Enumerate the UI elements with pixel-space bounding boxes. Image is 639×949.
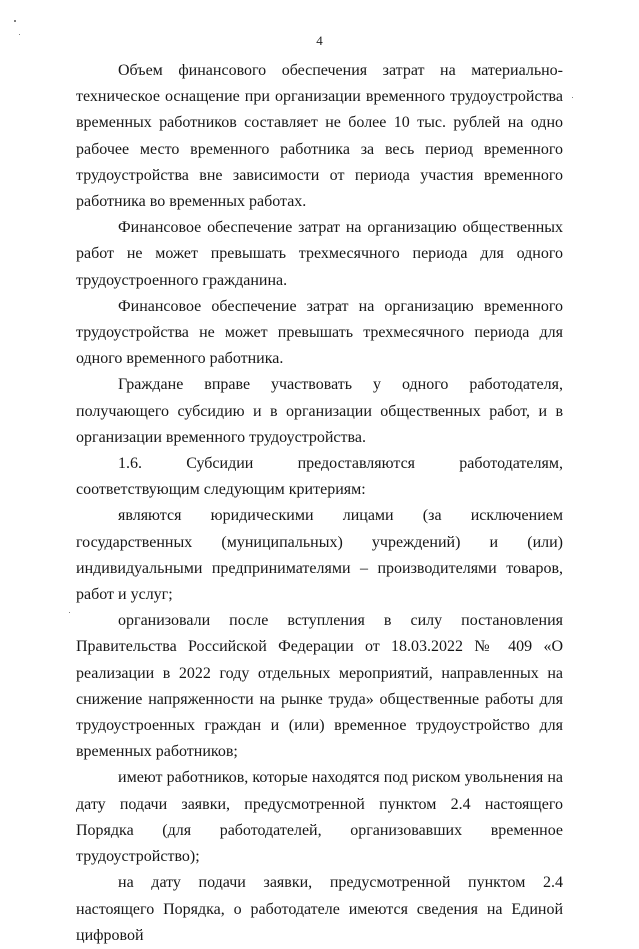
page-number: 4	[316, 33, 323, 48]
paragraph-equipment-funding: Объем финансового обеспечения затрат на материально-техническое оснащение при организации временного трудоустройства временных работников составляет не более 10 тыс. рублей на одно рабочее место временного работника за весь период временного трудоустройства вне зависимости от периода участия временного работника во временных работах.	[76, 62, 563, 211]
criterion-digital-platform: на дату подачи заявки, предусмотренной пунктом 2.4 настоящего Порядка, о работодателе имеются сведения на Единой цифровой	[76, 874, 563, 944]
criterion-legal-entities: являются юридическими лицами (за исключением государственных (муниципальных) учреждений) и (или) индивидуальными предпринимателями – производителями товаров, работ и услуг;	[76, 507, 563, 604]
paragraph-temporary-employment-limit: Финансовое обеспечение затрат на организацию временного трудоустройства не может превышать трехмесячного периода для одного временного работника.	[76, 297, 563, 368]
paragraph-public-works-limit: Финансовое обеспечение затрат на организацию общественных работ не может превышать трехмесячного периода для одного трудоустроенного гражданина.	[76, 219, 563, 289]
paragraph-section-1-6: 1.6. Субсидии предоставляются работодателям, соответствующим следующим критериям:	[76, 455, 563, 499]
scan-speck	[69, 612, 70, 613]
criterion-organized-works: организовали после вступления в силу постановления Правительства Российской Федерации от 18.03.2022 № 409 «О реализации в 2022 году отдельных мероприятий, направленных на снижение напряженности на рынке труда» общественные работы для трудоустроенных граждан и (или) временное трудоустройство для временных работников;	[76, 612, 563, 761]
document-body	[76, 58, 563, 949]
paragraph-citizens-participation: Граждане вправе участвовать у одного работодателя, получающего субсидию и в организации общественных работ, и в организации временного трудоустройства.	[76, 376, 563, 446]
scan-speck	[572, 97, 573, 98]
criterion-dismissal-risk: имеют работников, которые находятся под риском увольнения на дату подачи заявки, предусмотренной пунктом 2.4 настоящего Порядка (для работодателей, организовавших временное трудоустройство);	[76, 769, 563, 866]
scan-speck	[14, 20, 16, 22]
